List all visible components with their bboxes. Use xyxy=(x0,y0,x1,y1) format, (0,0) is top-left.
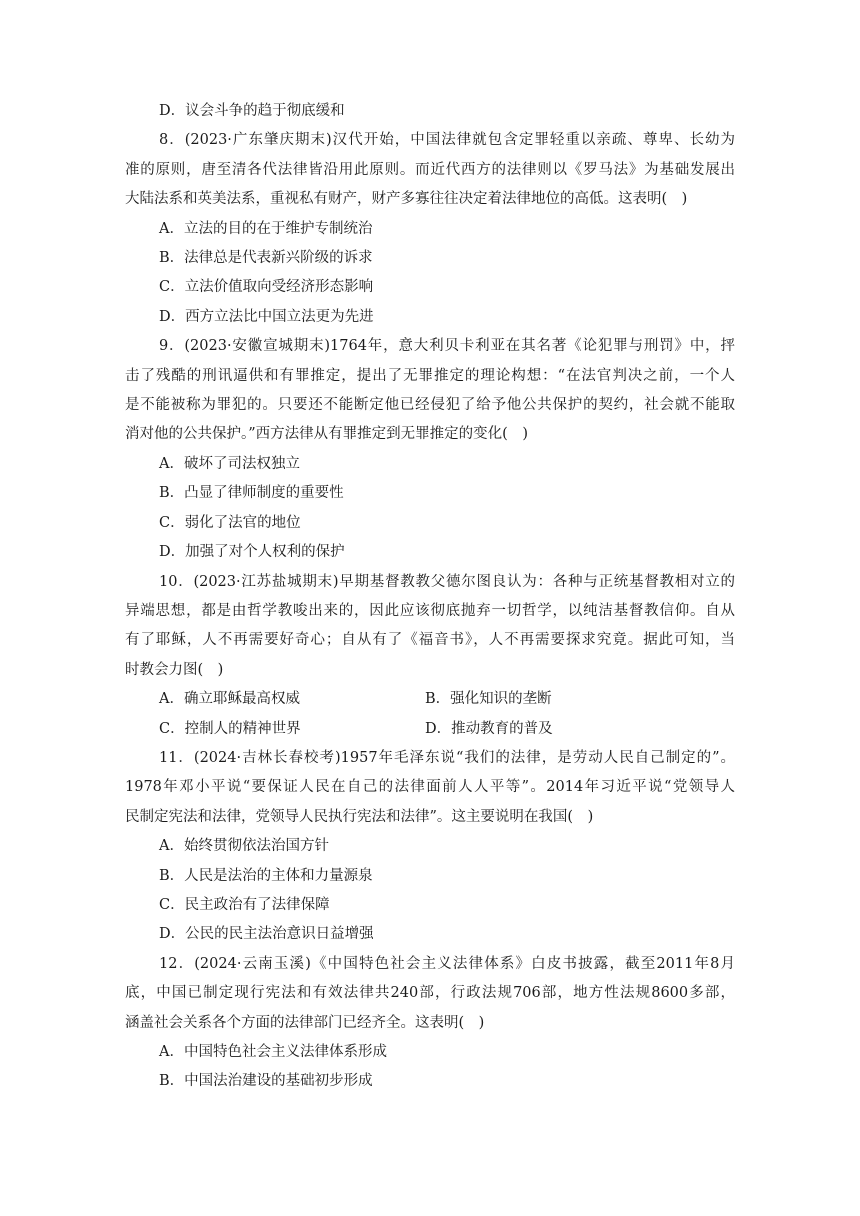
q9-option-b: B．凸显了律师制度的重要性 xyxy=(159,485,344,502)
q11-option-a: A．始终贯彻依法治国方针 xyxy=(159,838,329,855)
q8-option-b: B．法律总是代表新兴阶级的诉求 xyxy=(159,250,373,267)
question-content xyxy=(125,97,735,1097)
q12-option-a: A．中国特色社会主义法律体系形成 xyxy=(159,1044,387,1060)
q9-stem-line: 是不能被称为罪犯的。只要还不能断定他已经侵犯了给予他公共保护的契约，社会就不能取 xyxy=(125,397,735,414)
q10-option-b: B．强化知识的垄断 xyxy=(425,691,552,708)
q10-stem-line: 有了耶稣，人不再需要好奇心；自从有了《福音书》，人不再需要探求究竟。据此可知，当 xyxy=(125,632,735,649)
q11-stem-line: 1978年邓小平说“要保证人民在自己的法律面前人人平等”。2014年习近平说“党领导人 xyxy=(125,779,735,796)
q10-stem-line: 时教会力图( ) xyxy=(125,661,224,678)
q10-option-a: A．确立耶稣最高权威 xyxy=(159,691,300,708)
q9-stem-line: 击了残酷的刑讯逼供和有罪推定，提出了无罪推定的理论构想：“在法官判决之前，一个人 xyxy=(125,367,735,384)
q11-stem-line: 11．(2024·吉林长春校考)1957年毛泽东说“我们的法律，是劳动人民自己制定的”。 xyxy=(159,749,735,766)
q11-option-c: C．民主政治有了法律保障 xyxy=(159,896,330,913)
q10-stem-line: 异端思想，都是由哲学教唆出来的，因此应该彻底抛弃一切哲学，以纯洁基督教信仰。自从 xyxy=(125,602,735,619)
q11-option-d: D．公民的民主法治意识日益增强 xyxy=(159,926,374,943)
q7-option-d: D．议会斗争的趋于彻底缓和 xyxy=(159,103,345,119)
question-12 xyxy=(125,950,735,1097)
q12-stem-line: 底，中国已制定现行宪法和有效法律共240部，行政法规706部，地方性法规8600多部， xyxy=(125,985,735,1002)
q10-option-d: D．推动教育的普及 xyxy=(425,720,553,737)
question-9 xyxy=(125,332,735,567)
q10-stem-line: 10．(2023·江苏盐城期末)早期基督教教父德尔图良认为：各种与正统基督教相对立的 xyxy=(159,573,735,590)
q9-option-c: C．弱化了法官的地位 xyxy=(159,514,301,531)
q12-option-b: B．中国法治建设的基础初步形成 xyxy=(159,1073,373,1090)
question-10 xyxy=(125,568,735,744)
q12-stem-line: 12．(2024·云南玉溪)《中国特色社会主义法律体系》白皮书披露，截至2011年8月 xyxy=(159,955,735,972)
q8-option-c: C．立法价值取向受经济形态影响 xyxy=(159,279,374,296)
q8-stem-line: 准的原则，唐至清各代法律皆沿用此原则。而近代西方的法律则以《罗马法》为基础发展出 xyxy=(125,161,735,178)
q12-stem-line: 涵盖社会关系各个方面的法律部门已经齐全。这表明( ) xyxy=(125,1014,485,1031)
q10-option-c: C．控制人的精神世界 xyxy=(159,720,301,737)
q9-option-d: D．加强了对个人权利的保护 xyxy=(159,544,345,561)
question-11 xyxy=(125,744,735,950)
q9-option-a: A．破坏了司法权独立 xyxy=(159,455,300,472)
q9-stem-line: 消对他的公共保护。”西方法律从有罪推定到无罪推定的变化( ) xyxy=(125,426,528,443)
q8-stem-line: 8．(2023·广东肇庆期末)汉代开始，中国法律就包含定罪轻重以亲疏、尊卑、长幼为 xyxy=(159,132,735,149)
q8-option-a: A．立法的目的在于维护专制统治 xyxy=(159,220,373,237)
question-8 xyxy=(125,126,735,332)
q11-stem-line: 民制定宪法和法律，党领导人民执行宪法和法律”。这主要说明在我国( ) xyxy=(125,808,594,825)
q10-option-row xyxy=(125,715,735,744)
q8-stem-line: 大陆法系和英美法系，重视私有财产，财产多寡往往决定着法律地位的高低。这表明( ) xyxy=(125,191,688,208)
q9-stem-line: 9．(2023·安徽宣城期末)1764年，意大利贝卡利亚在其名著《论犯罪与刑罚》中，抨 xyxy=(159,338,735,355)
q10-option-row xyxy=(125,685,735,714)
q8-option-d: D．西方立法比中国立法更为先进 xyxy=(159,308,374,325)
q11-option-b: B．人民是法治的主体和力量源泉 xyxy=(159,867,373,884)
